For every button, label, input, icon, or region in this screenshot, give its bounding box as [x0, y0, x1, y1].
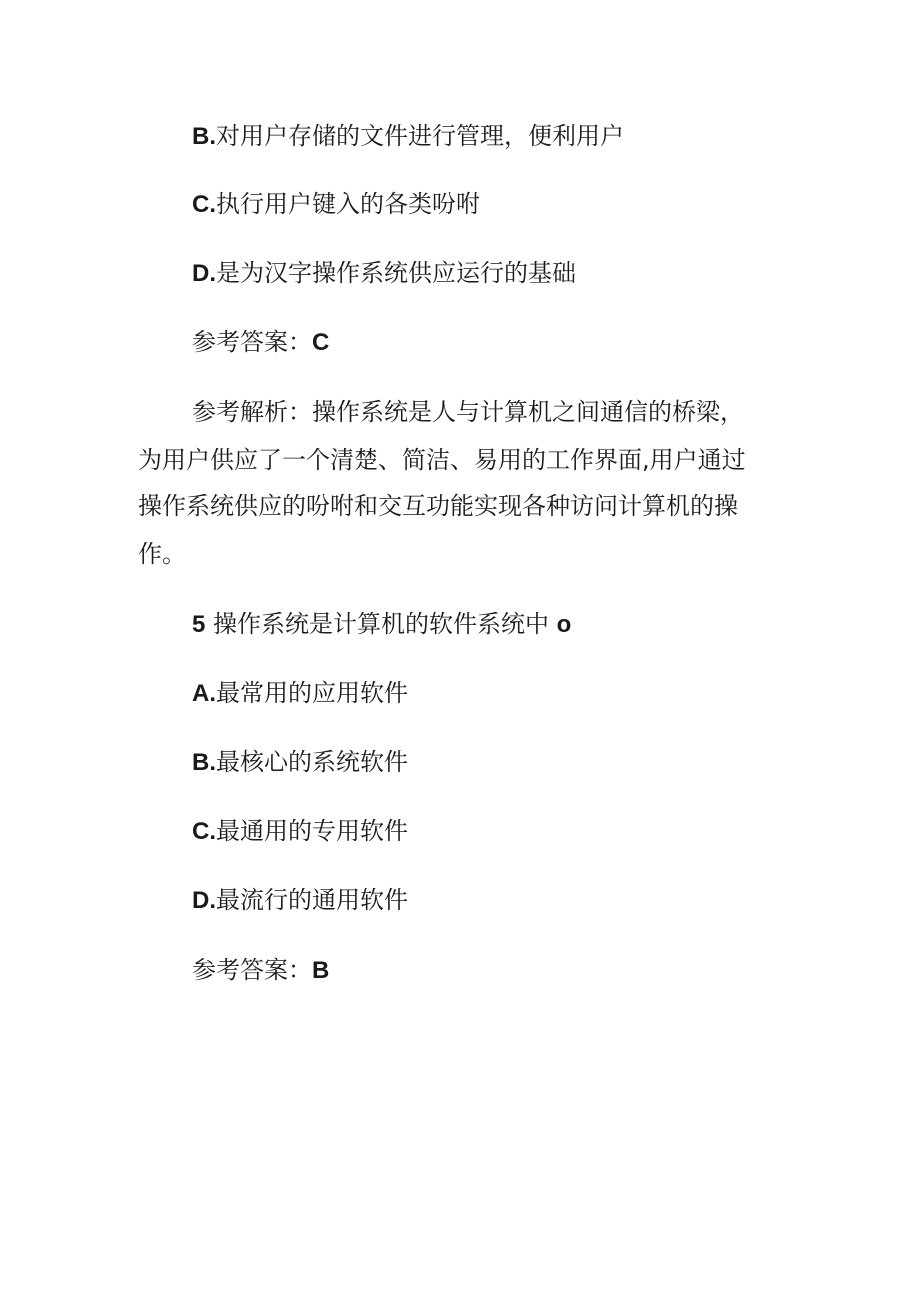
- option-text: 对用户存储的文件进行管理，便利用户: [216, 122, 624, 150]
- question-blank: o: [556, 611, 572, 638]
- option-letter: B.: [192, 749, 216, 776]
- option-letter: C.: [192, 191, 216, 218]
- q5-option-c: [192, 815, 408, 848]
- q4-analysis-line1: 参考解析：操作系统是人与计算机之间通信的桥梁，: [192, 398, 744, 426]
- option-letter: B.: [192, 123, 216, 150]
- option-letter: C.: [192, 818, 216, 845]
- q4-analysis-line2: 为用户供应了一个清楚、简洁、易用的工作界面,用户通过: [138, 446, 746, 474]
- answer-value: C: [312, 329, 330, 356]
- q4-answer: [192, 326, 329, 359]
- option-text: 执行用户键入的各类吩咐: [216, 190, 480, 218]
- q5-option-d: [192, 884, 408, 917]
- option-letter: D.: [192, 887, 216, 914]
- q5-answer: [192, 954, 329, 987]
- q4-option-c: [192, 188, 480, 221]
- q4-analysis-line4: 作。: [138, 540, 186, 568]
- q4-analysis-line3: 操作系统供应的吩咐和交互功能实现各种访问计算机的操: [138, 492, 738, 520]
- option-text: 最核心的系统软件: [216, 748, 408, 776]
- answer-value: B: [312, 957, 330, 984]
- question-number: 5: [192, 611, 206, 638]
- q4-option-b: [192, 120, 624, 153]
- q5-stem: [192, 608, 571, 641]
- option-letter: A.: [192, 680, 216, 707]
- answer-label: 参考答案：: [192, 956, 312, 984]
- option-text: 最通用的专用软件: [216, 817, 408, 845]
- question-text: 操作系统是计算机的软件系统中: [213, 610, 549, 638]
- q4-option-d: [192, 257, 576, 290]
- option-text: 最流行的通用软件: [216, 886, 408, 914]
- option-text: 最常用的应用软件: [216, 679, 408, 707]
- option-text: 是为汉字操作系统供应运行的基础: [216, 259, 576, 287]
- q5-option-a: [192, 677, 408, 710]
- q5-option-b: [192, 746, 408, 779]
- option-letter: D.: [192, 260, 216, 287]
- answer-label: 参考答案：: [192, 328, 312, 356]
